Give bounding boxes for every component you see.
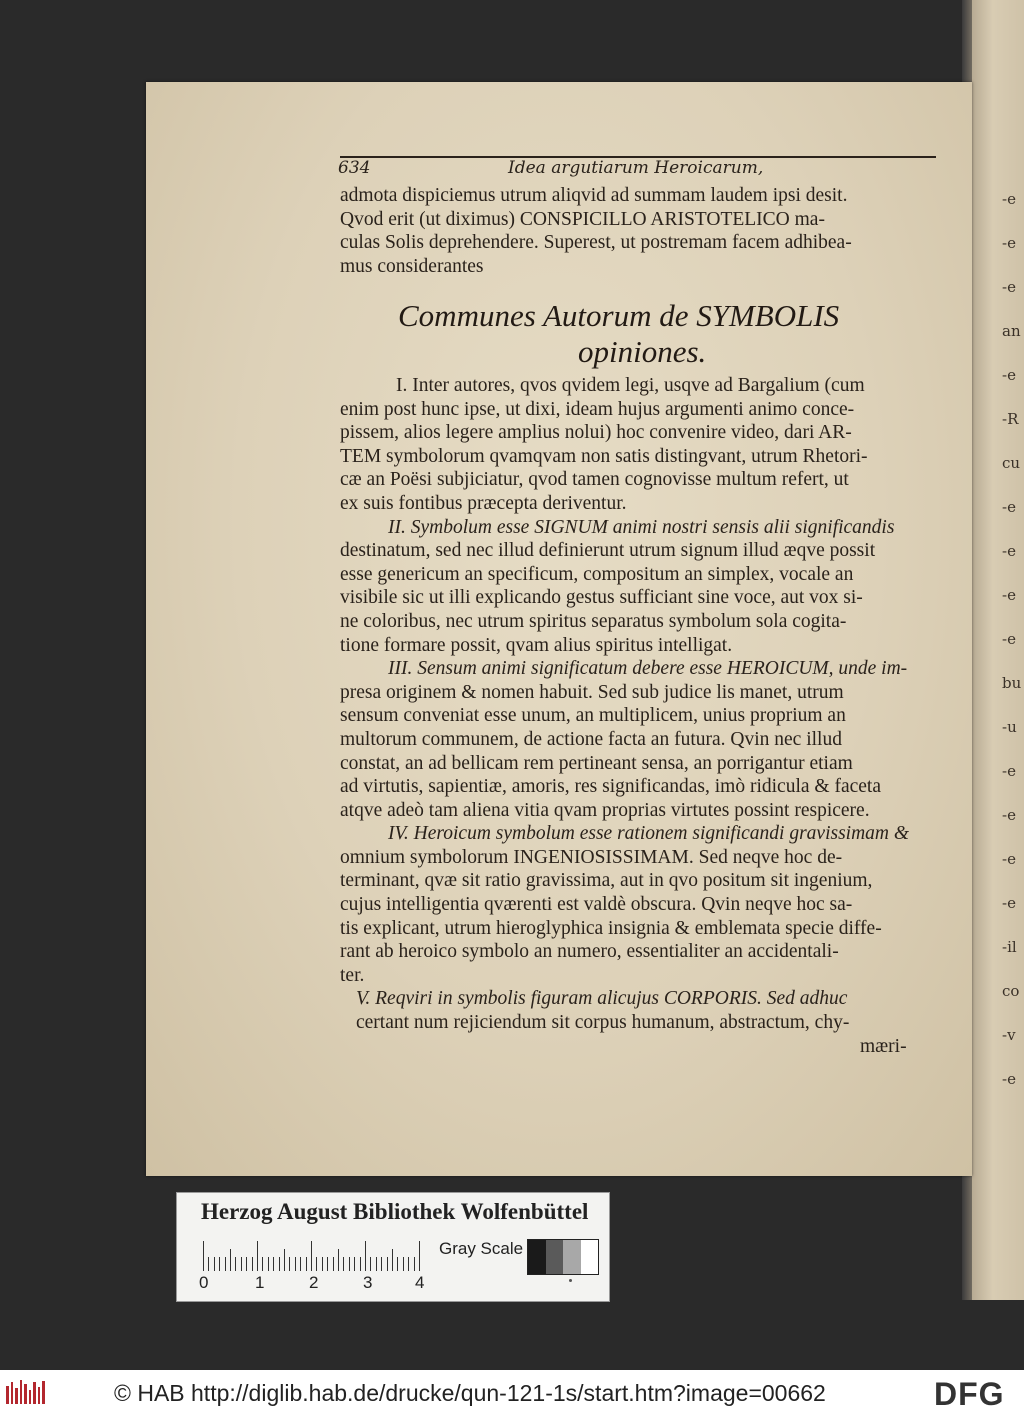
ruler-tick: [338, 1249, 339, 1271]
ruler-label: 3: [363, 1273, 373, 1292]
ruler-tick: [295, 1257, 296, 1271]
ruler-tick: [252, 1257, 253, 1271]
ruler-tick: [322, 1257, 323, 1271]
dfg-logo: DFG: [934, 1376, 1005, 1412]
text-line: terminant, qvæ sit ratio gravissima, aut in qvo positum sit ingenium,: [340, 870, 873, 892]
section-heading-continued: opiniones.: [578, 334, 707, 369]
text-block-top: [340, 184, 940, 278]
ruler-tick: [246, 1257, 247, 1271]
text-line: destinatum, sed nec illud definierunt utrum signum illud æqve possit: [340, 540, 876, 562]
ruler-tick: [387, 1257, 388, 1271]
text-line: III. Sensum animi significatum debere esse HEROICUM, unde im-: [388, 658, 908, 680]
facing-page-fragment: -R: [1002, 410, 1019, 428]
ruler-label: 2: [309, 1273, 319, 1292]
card-dot: [569, 1279, 572, 1282]
ruler-tick: [235, 1257, 236, 1271]
ruler-tick: [289, 1257, 290, 1271]
text-line: I. Inter autores, qvos qvidem legi, usqve ad Bargalium (cum: [396, 375, 865, 396]
ruler-label: 0: [199, 1273, 209, 1292]
page-number: 634: [338, 158, 371, 178]
text-line: pissem, alios legere amplius nolui) hoc convenire video, dari AR-: [340, 422, 852, 444]
text-line: constat, an ad bellicam rem pertineant sensa, an porrigantur etiam: [340, 752, 853, 774]
facing-page-fragment: -e: [1002, 542, 1016, 560]
gray-scale-label: Gray Scale: [439, 1239, 524, 1258]
text-line: culas Solis deprehendere. Superest, ut postremam facem adhibea-: [340, 232, 852, 254]
ruler-tick: [333, 1257, 334, 1271]
ruler-tick: [397, 1257, 398, 1271]
color-calibration-card: [176, 1192, 610, 1302]
facing-page-fragment: bu: [1002, 674, 1022, 692]
gray-swatches: [527, 1239, 599, 1275]
ruler-tick: [360, 1257, 361, 1271]
facing-page-fragment: -e: [1002, 850, 1016, 868]
facing-page-fragment: -il: [1002, 938, 1017, 956]
facing-page-fragment: -e: [1002, 1070, 1016, 1088]
facing-page-fragment: -e: [1002, 366, 1016, 384]
ruler-tick: [284, 1249, 285, 1271]
ruler-label: 4: [415, 1273, 425, 1292]
ruler-tick: [203, 1241, 204, 1271]
gray-swatch: [581, 1240, 599, 1274]
ruler-tick: [219, 1257, 220, 1271]
facing-page-fragment: -e: [1002, 894, 1016, 912]
ruler-tick: [376, 1257, 377, 1271]
ruler-tick: [279, 1257, 280, 1271]
text-line: certant num rejiciendum sit corpus humanum, abstractum, chy-: [356, 1012, 850, 1034]
ruler-tick: [214, 1257, 215, 1271]
ruler-tick: [225, 1257, 226, 1271]
text-line: visibile sic ut illi explicando gestus sufficiant sine voce, aut vox si-: [340, 587, 863, 609]
catchword: mæri-: [860, 1035, 907, 1057]
facing-page-fragment: -e: [1002, 278, 1016, 296]
ruler-tick: [392, 1249, 393, 1271]
facing-page-fragment: -e: [1002, 234, 1016, 252]
header-rule: [340, 156, 936, 158]
text-line: presa originem & nomen habuit. Sed sub judice lis manet, utrum: [340, 681, 844, 703]
text-line: Qvod erit (ut diximus) CONSPICILLO ARISTOTELICO ma-: [340, 208, 825, 230]
text-line: ad virtutis, sapientiæ, amoris, res significandas, imò ridicula & faceta: [340, 776, 881, 798]
ruler-label: 1: [255, 1273, 265, 1292]
ruler-tick: [414, 1257, 415, 1271]
gray-swatch: [546, 1240, 564, 1274]
facing-page-fragment: -e: [1002, 630, 1016, 648]
ruler-tick: [354, 1257, 355, 1271]
ruler-tick: [300, 1257, 301, 1271]
text-line: multorum communem, de actione facta an futura. Qvin nec illud: [340, 728, 842, 750]
ruler-tick: [262, 1257, 263, 1271]
text-line: atqve adeò tam aliena vitia qvam proprias virtutes possint respicere.: [340, 799, 870, 821]
text-block-body: [340, 374, 940, 1058]
facing-page-fragment: -e: [1002, 190, 1016, 208]
ruler-tick: [327, 1257, 328, 1271]
facing-page-fragment: -e: [1002, 762, 1016, 780]
ruler-tick: [208, 1257, 209, 1271]
text-line: tione formare possit, qvam alius spiritus intelligat.: [340, 634, 733, 656]
text-line: ne coloribus, nec utrum spiritus separatus symbolum sola cogita-: [340, 610, 847, 632]
ruler-tick: [408, 1257, 409, 1271]
ruler-tick: [273, 1257, 274, 1271]
text-line: cæ an Poësi subjiciatur, qvod tamen cognovisse multum refert, ut: [340, 469, 849, 491]
facing-page-fragment: -e: [1002, 806, 1016, 824]
ruler-tick: [268, 1257, 269, 1271]
facing-page-fragment: co: [1002, 982, 1020, 1000]
source-link[interactable]: © HAB http://diglib.hab.de/drucke/qun-121-1s/start.htm?image=00662: [114, 1380, 826, 1406]
ruler-tick: [381, 1257, 382, 1271]
text-line: esse genericum an specificum, compositum an simplex, vocale an: [340, 563, 854, 585]
text-line: cujus intelligentia qværenti est valdè obscura. Qvin neqve hoc sa-: [340, 894, 853, 916]
ruler-tick: [403, 1257, 404, 1271]
facing-page-fragment: -v: [1002, 1026, 1016, 1044]
ruler-tick: [306, 1257, 307, 1271]
ruler-tick: [241, 1257, 242, 1271]
ruler-tick: [316, 1257, 317, 1271]
ruler-tick: [343, 1257, 344, 1271]
ruler-tick: [230, 1249, 231, 1271]
ruler-tick: [257, 1241, 258, 1271]
text-line: mus considerantes: [340, 255, 484, 277]
text-line: IV. Heroicum symbolum esse rationem significandi gravissimam &: [388, 823, 910, 845]
facing-page-fragment: cu: [1002, 454, 1021, 472]
ruler-tick: [349, 1257, 350, 1271]
text-line: admota dispiciemus utrum aliqvid ad summam laudem ipsi desit.: [340, 185, 848, 206]
facing-page-fragment: an: [1002, 322, 1021, 340]
text-line: ex suis fontibus præcepta deriventur.: [340, 492, 627, 514]
footer-bar: [0, 1370, 1024, 1416]
facing-page-fragment: -u: [1002, 718, 1017, 736]
text-line: sensum conveniat esse unum, an multiplicem, unius proprium an: [340, 705, 846, 727]
facing-page-edge: [972, 0, 1024, 1300]
text-line: V. Reqviri in symbolis figuram alicujus CORPORIS. Sed adhuc: [356, 988, 848, 1010]
text-line: II. Symbolum esse SIGNUM animi nostri sensis alii significandis: [388, 516, 895, 538]
text-line: enim post hunc ipse, ut dixi, ideam hujus argumenti animo conce-: [340, 398, 855, 420]
text-line: rant ab heroico symbolo an numero, essentialiter an accidentali-: [340, 941, 839, 963]
ruler-tick: [311, 1241, 312, 1271]
running-title: Idea argutiarum Heroicarum,: [508, 158, 764, 178]
facing-page-fragment: -e: [1002, 586, 1016, 604]
section-heading: Communes Autorum de SYMBOLIS: [398, 298, 840, 333]
ruler-tick: [419, 1241, 420, 1271]
text-line: omnium symbolorum INGENIOSISSIMAM. Sed neqve hoc de-: [340, 846, 843, 868]
hab-barcode-icon: [6, 1378, 48, 1406]
ruler-tick: [365, 1241, 366, 1271]
facing-page-fragment: -e: [1002, 498, 1016, 516]
gray-swatch: [528, 1240, 546, 1274]
text-line: tis explicant, utrum hieroglyphica insignia & emblemata specie diffe-: [340, 917, 882, 939]
gray-swatch: [563, 1240, 581, 1274]
text-line: ter.: [340, 964, 365, 986]
ruler-tick: [370, 1257, 371, 1271]
library-name: Herzog August Bibliothek Wolfenbüttel: [201, 1199, 589, 1224]
text-line: TEM symbolorum qvamqvam non satis distingvant, utrum Rhetori-: [340, 445, 868, 467]
scale-ruler: [203, 1241, 425, 1271]
